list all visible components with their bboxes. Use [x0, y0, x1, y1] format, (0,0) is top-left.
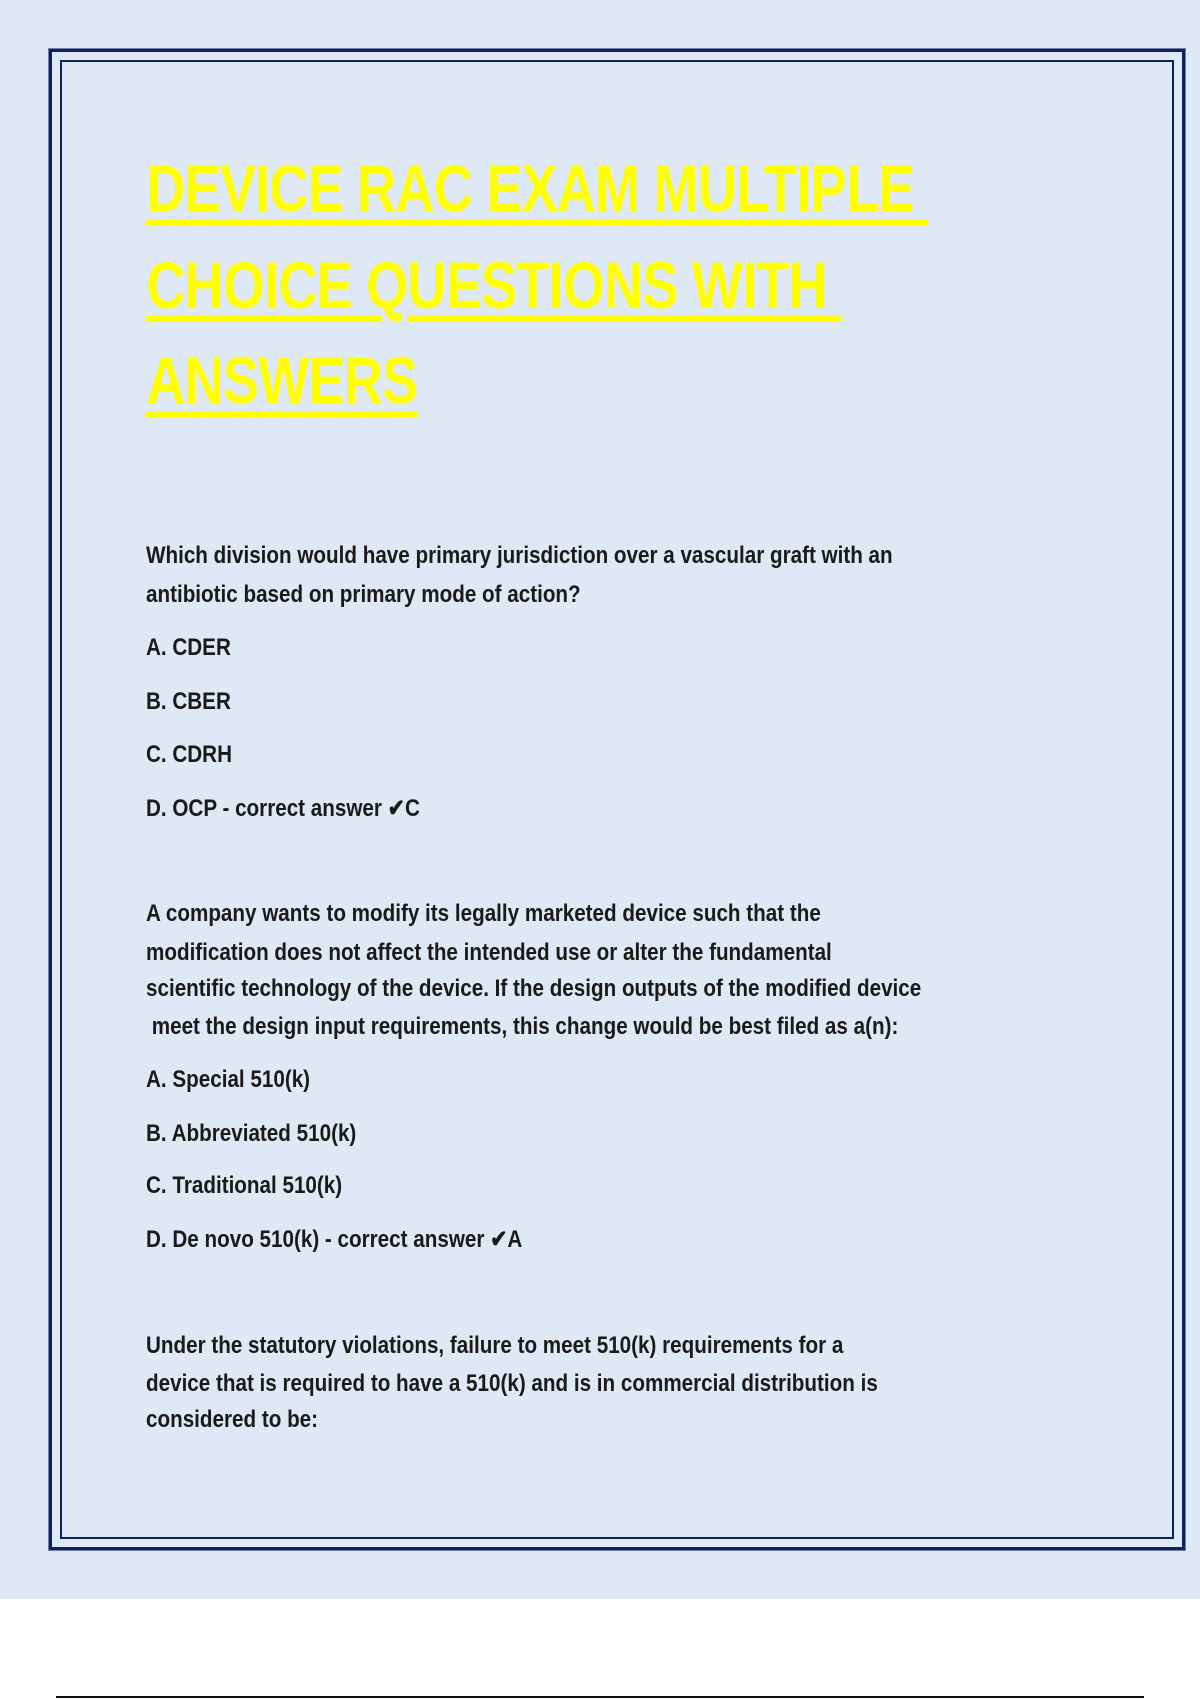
question-3-text: device that is required to have a 510(k) and is in commercial distribution is: [146, 1370, 878, 1397]
question-2-text: scientific technology of the device. If the design outputs of the modified device: [146, 975, 922, 1002]
question-2-option-b: B. Abbreviated 510(k): [146, 1120, 357, 1147]
document-title-line-1: DEVICE RAC EXAM MULTIPLE: [146, 151, 928, 225]
question-1-option-d-answer: D. OCP - correct answer ✔C: [146, 795, 420, 822]
question-2-text: meet the design input requirements, this change would be best filed as a(n):: [146, 1013, 899, 1040]
question-1-text: antibiotic based on primary mode of action?: [146, 581, 581, 608]
question-3-text: considered to be:: [146, 1406, 319, 1433]
document-title-line-3: ANSWERS: [146, 343, 417, 417]
question-2-option-a: A. Special 510(k): [146, 1066, 311, 1093]
question-1-option-c: C. CDRH: [146, 741, 232, 768]
question-2-text: modification does not affect the intended use or alter the fundamental: [146, 939, 832, 966]
question-1-text: Which division would have primary jurisdiction over a vascular graft with an: [146, 542, 893, 569]
question-1-option-a: A. CDER: [146, 634, 231, 661]
question-3-text: Under the statutory violations, failure to meet 510(k) requirements for a: [146, 1332, 844, 1359]
document-title-line-2: CHOICE QUESTIONS WITH: [146, 248, 841, 322]
question-1-option-b: B. CBER: [146, 688, 231, 715]
next-page-header-rule: [56, 1696, 1144, 1698]
question-2-text: A company wants to modify its legally marketed device such that the: [146, 900, 821, 927]
question-2-option-c: C. Traditional 510(k): [146, 1172, 343, 1199]
question-2-option-d-answer: D. De novo 510(k) - correct answer ✔A: [146, 1226, 523, 1253]
